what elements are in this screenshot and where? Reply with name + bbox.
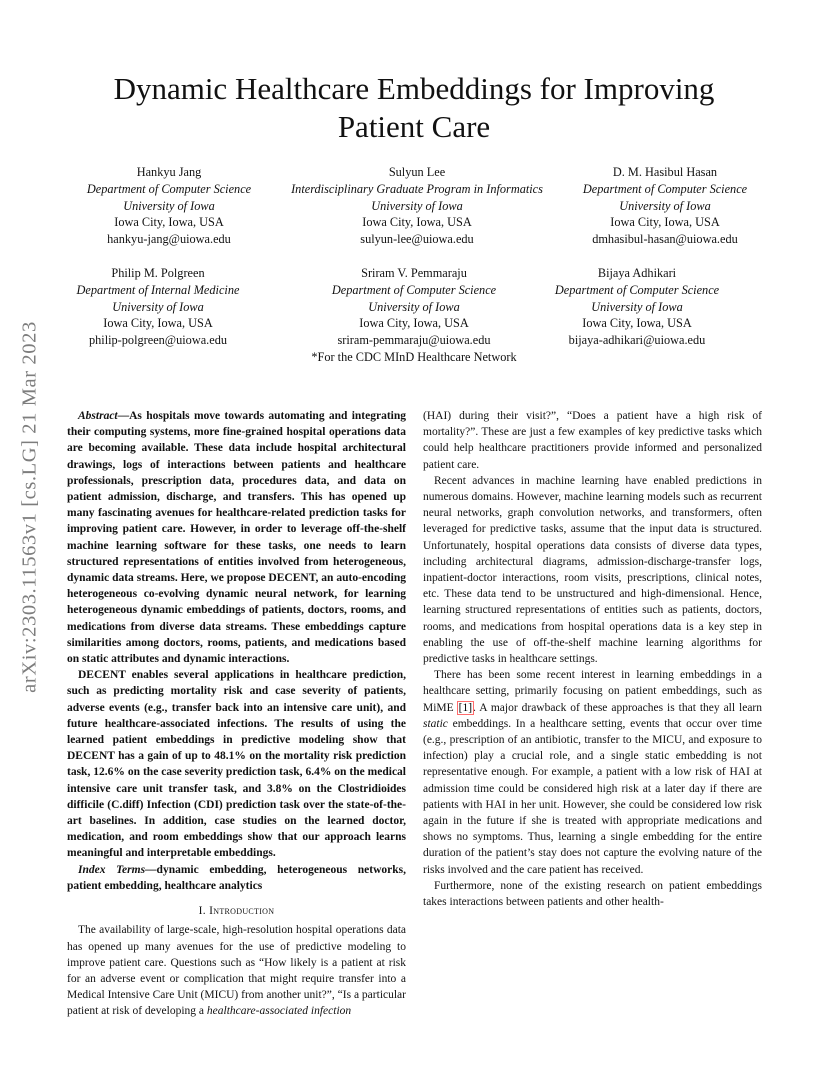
- arxiv-stamp-text: arXiv:2303.11563v1 [cs.LG] 21 Mar 2023: [18, 321, 41, 693]
- author-university: University of Iowa: [123, 198, 215, 213]
- author-department: Department of Computer Science: [86, 181, 252, 196]
- author-block: [270, 265, 558, 366]
- index-terms-label: Index Terms: [78, 863, 146, 876]
- intro-p3-text-a: There has been some recent interest in learning embeddings in a healthcare setting, primarily focusing on patient embeddings, such as MiME: [423, 669, 762, 714]
- author-email: philip-polgreen@uiowa.edu: [88, 333, 228, 348]
- author-city: Iowa City, Iowa, USA: [582, 316, 692, 331]
- left-column: [67, 408, 406, 1020]
- index-terms: [67, 862, 406, 894]
- author-block: [565, 164, 765, 248]
- author-name: Bijaya Adhikari: [597, 266, 677, 280]
- abstract-paragraph: [67, 408, 406, 667]
- author-block: [58, 265, 258, 349]
- author-name: Sriram V. Pemmaraju: [361, 266, 467, 280]
- arxiv-stamp: [18, 282, 42, 732]
- author-department: Department of Computer Science: [582, 181, 748, 196]
- intro-paragraph-4: Furthermore, none of the existing research on patient embeddings takes interactions between patients and other health-: [423, 879, 762, 909]
- author-name: Sulyun Lee: [388, 165, 446, 179]
- author-university: University of Iowa: [371, 198, 463, 213]
- intro-p3-emphasis: static: [423, 717, 448, 730]
- author-city: Iowa City, Iowa, USA: [114, 215, 224, 230]
- author-block: [270, 164, 564, 248]
- title-line-1: Dynamic Healthcare Embeddings for Improving: [113, 71, 715, 106]
- author-name: Hankyu Jang: [136, 165, 202, 179]
- abstract-label: Abstract: [78, 410, 118, 422]
- intro-paragraph-1-continued: (HAI) during their visit?”, “Does a patient have a high risk of mortality?”. These are just a few examples of key predictive tasks which could help healthcare practitioners provide informed and personalized patient care.: [423, 410, 762, 471]
- author-affiliation-note: *For the CDC MInD Healthcare Network: [311, 349, 517, 364]
- author-city: Iowa City, Iowa, USA: [362, 215, 472, 230]
- author-city: Iowa City, Iowa, USA: [610, 215, 720, 230]
- intro-p3-text-b: . A major drawback of these approaches is that they all learn: [473, 701, 762, 714]
- intro-p1-text: The availability of large-scale, high-resolution hospital operations data has opened up many avenues for the use of predictive modeling to improve patient care. Questions such as “How likely is a patient at risk for an adverse event or complication that might require transfer into a Medical Intensive Care Unit (MICU) from another unit?”, “Is a particular patient at risk of developing a: [67, 924, 406, 1018]
- author-email: hankyu-jang@uiowa.edu: [107, 232, 231, 247]
- author-department: Department of Computer Science: [554, 282, 720, 297]
- author-university: University of Iowa: [619, 198, 711, 213]
- abstract-text: —As hospitals move towards automating and integrating their computing systems, more fine-grained hospital operations data are becoming available. These data include hospital architectural drawings, logs of interactions between patients and healthcare professionals, prescription data, procedures data, and data on patient admission, discharge, and transfers. This has opened up many fascinating avenues for healthcare-related prediction tasks for improving patient care. However, in order to leverage off-the-shelf machine learning software for these tasks, one needs to learn structured representations of entities involved from heterogeneous, dynamic data streams. Here, we propose DECENT, an auto-encoding heterogeneous co-evolving dynamic neural network, for learning heterogeneous dynamic embeddings of patients, doctors, rooms, and medications from diverse data streams. These embeddings capture similarities among doctors, rooms, patients, and medications based on static attributes and dynamic interactions.: [67, 410, 406, 666]
- intro-p3-text-c: embeddings. In a healthcare setting, events that occur over time (e.g., prescription of an antibiotic, transfer to the MICU, and exposure to infection) play a crucial role, and a single static embedding is not representative enough. For example, a patient with a low risk of HAI at admission time could be considered high risk at a later day if there are patients with HAI in her unit. However, she could be considered low risk again in the future if she is treated with appropriate medications and shows no symptoms. Thus, learning a single embedding for the entire duration of the patient’s stay does not capture the evolving nature of the risks involved and the care patient has received.: [423, 717, 762, 876]
- author-email: sulyun-lee@uiowa.edu: [360, 232, 474, 247]
- author-department: Department of Internal Medicine: [76, 282, 240, 297]
- author-name: D. M. Hasibul Hasan: [612, 165, 718, 179]
- intro-paragraph-2: Recent advances in machine learning have enabled predictions in numerous domains. However, machine learning models such as recurrent neural networks, graph convolution networks, and transformers, often leveraged for predictive tasks, assume that the input data is structured. Unfortunately, hospital operations data consists of diverse data types, including architectural diagrams, admission-discharge-transfer logs, inpatient-doctor interactions, room visits, prescriptions, clinical notes, etc. These data tend to be unstructured and high-dimensional. Hence, learning structured representations of entities such as patients, doctors, rooms, and medications from hospital operations data is a key step in enabling the use of off-the-shelf machine learning algorithms for predictive tasks in healthcare settings.: [423, 474, 762, 666]
- author-university: University of Iowa: [368, 299, 460, 314]
- author-email: dmhasibul-hasan@uiowa.edu: [592, 232, 738, 247]
- author-name: Philip M. Polgreen: [111, 266, 205, 280]
- author-university: University of Iowa: [591, 299, 683, 314]
- author-city: Iowa City, Iowa, USA: [359, 316, 469, 331]
- author-department: Department of Computer Science: [331, 282, 497, 297]
- abstract-paragraph-2: DECENT enables several applications in healthcare prediction, such as predicting mortality risk and case severity of patients, adverse events (e.g., transfer back into an intensive care unit), and future healthcare-associated infections. The results of using the learned patient embeddings in predictive modeling show that DECENT has a gain of up to 48.1% on the mortality risk prediction task, 12.6% on the case severity prediction task, 6.4% on the medical intensive care unit transfer task, and 3.8% on the Clostridioides difficile (C.diff) Infection (CDI) prediction task over the state-of-the-art baselines. In addition, case studies on the learned doctor, medication, and room embeddings show that our approach learns meaningful and interpretable embeddings.: [67, 669, 406, 860]
- author-block: [537, 265, 737, 349]
- right-column: [423, 408, 762, 910]
- author-university: University of Iowa: [112, 299, 204, 314]
- intro-p1-emphasis: healthcare-associated infection: [206, 1005, 352, 1018]
- section-heading: I. Introduction: [198, 905, 275, 918]
- author-email: bijaya-adhikari@uiowa.edu: [568, 333, 706, 348]
- paper-title: [60, 70, 768, 146]
- title-line-2: Patient Care: [337, 109, 491, 144]
- author-department: Interdisciplinary Graduate Program in Informatics: [291, 181, 543, 196]
- index-terms-text: —dynamic embedding, heterogeneous networks, patient embedding, healthcare analytics: [67, 863, 406, 892]
- intro-paragraph-1: [67, 922, 406, 1019]
- author-email: sriram-pemmaraju@uiowa.edu: [337, 333, 491, 348]
- citation-link[interactable]: [1]: [458, 701, 473, 714]
- author-block: [69, 164, 269, 248]
- intro-paragraph-3: [423, 667, 762, 878]
- author-city: Iowa City, Iowa, USA: [103, 316, 213, 331]
